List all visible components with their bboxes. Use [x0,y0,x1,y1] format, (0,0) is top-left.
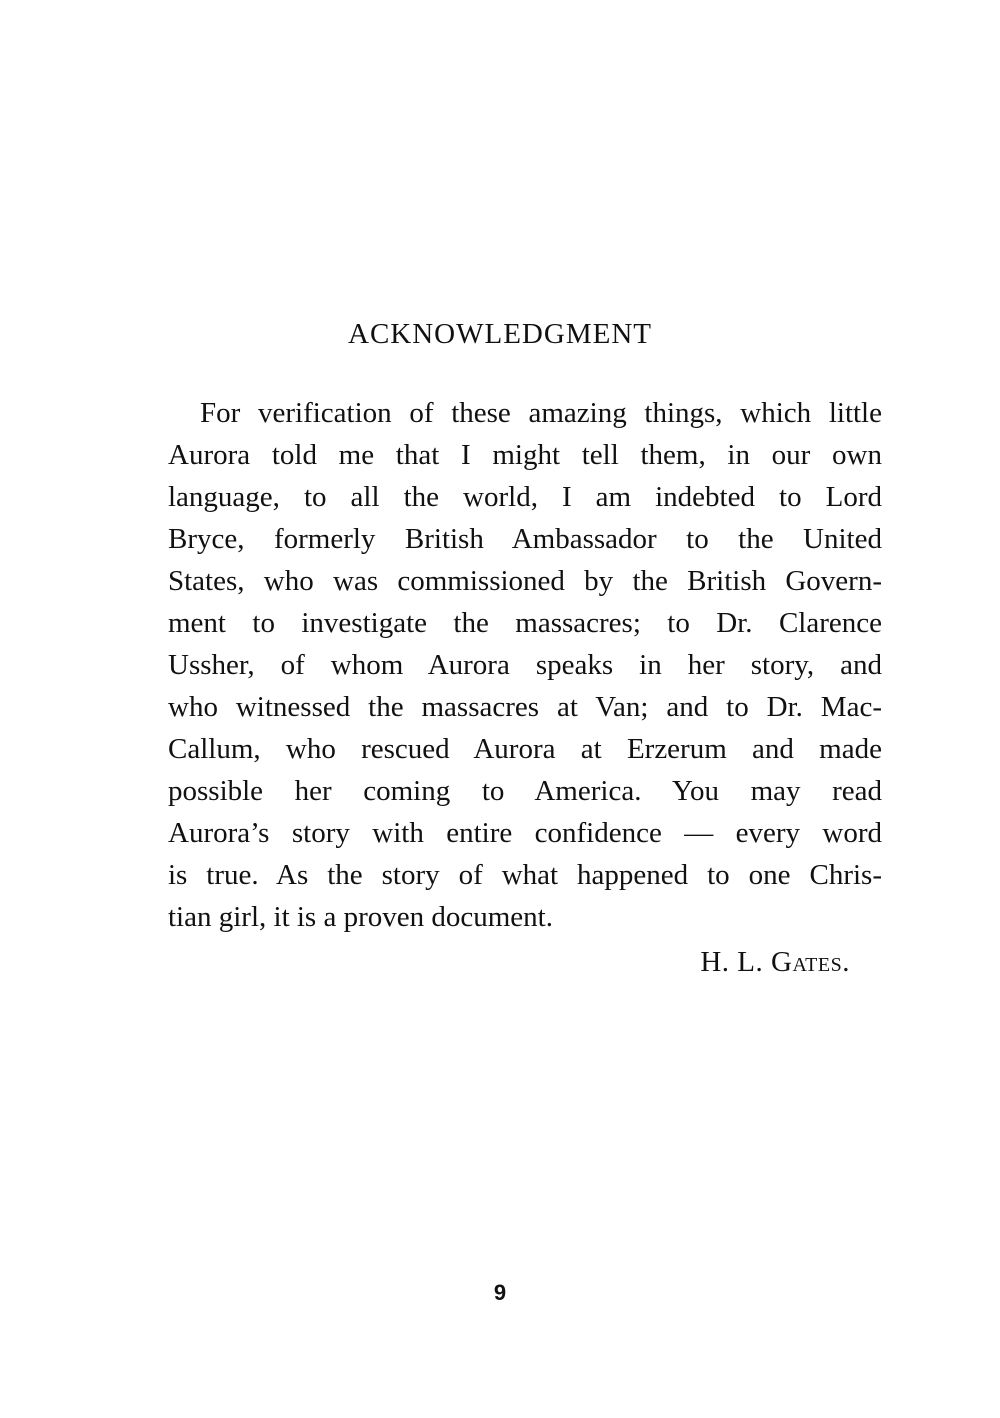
paragraph-line: Callum, who rescued Aurora at Erzerum and made [168,733,882,765]
paragraph-line: tian girl, it is a proven document. [168,901,553,933]
paragraph-line: Aurora’s story with entire confidence — every word [168,817,882,849]
author-signature: H. L. Gates. [700,946,850,978]
page-title: ACKNOWLEDGMENT [348,318,652,350]
paragraph-line: Ussher, of whom Aurora speaks in her story, and [168,649,882,681]
paragraph-line: For verification of these amazing things, which little [200,397,882,429]
page-number: 9 [493,1280,507,1305]
paragraph-line: States, who was commissioned by the British Govern- [168,565,882,597]
paragraph-line: possible her coming to America. You may read [168,775,882,807]
paragraph-line: who witnessed the massacres at Van; and to Dr. Mac- [168,691,882,723]
acknowledgment-paragraph [168,392,882,938]
paragraph-line: ment to investigate the massacres; to Dr. Clarence [168,607,882,639]
paragraph-line: is true. As the story of what happened to one Chris- [168,859,882,891]
paragraph-line: language, to all the world, I am indebted to Lord [168,481,882,513]
paragraph-line: Bryce, formerly British Ambassador to the United [168,523,882,555]
paragraph-line: Aurora told me that I might tell them, in our own [168,439,882,471]
